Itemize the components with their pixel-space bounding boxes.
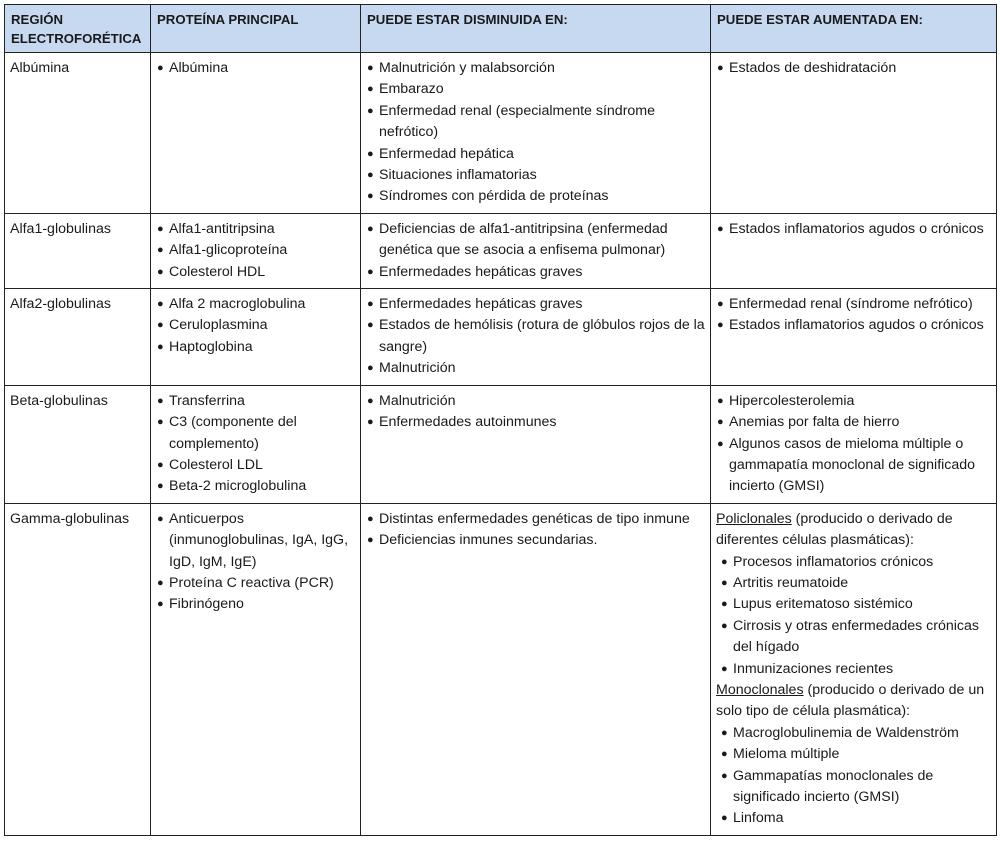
list-item-text: Procesos inflamatorios crónicos [733,553,934,570]
list-item [366,144,706,165]
bullet-icon: ● [157,244,164,257]
list-item-text: Malnutrición [379,360,456,377]
list-item [156,455,356,476]
list-item [716,552,992,573]
header-increased: PUEDE ESTAR AUMENTADA EN: [711,5,997,53]
list-item [716,573,992,594]
bullet-icon: ● [721,662,728,675]
list-item-text: Algunos casos de mieloma múltiple o gammapatía monoclonal de significado incierto (GMSI) [729,435,976,495]
increased-cell [711,53,997,214]
decreased-cell [361,289,711,386]
list-item-text: Alfa1-antitripsina [169,220,275,237]
bullet-icon: ● [367,319,374,332]
protein-list [156,509,356,616]
list-item [366,358,706,379]
list-item [156,262,356,283]
list-item-text: Beta-2 microglobulina [169,478,307,495]
list-item [366,79,706,100]
list-item-text: Embarazo [379,81,444,98]
list-item-text: Cirrosis y otras enfermedades crónicas del hígado [733,617,980,656]
protein-cell [151,503,361,835]
decreased-list [366,219,706,283]
bullet-icon: ● [367,512,374,525]
bullet-icon: ● [367,147,374,160]
list-item-text: Lupus eritematoso sistémico [733,596,913,613]
increased-cell [711,289,997,386]
bullet-icon: ● [367,298,374,311]
region-cell: Alfa1-globulinas [5,213,151,288]
list-item [366,262,706,283]
increased-list [716,58,992,79]
list-item [366,530,706,551]
decreased-cell [361,503,711,835]
bullet-icon: ● [721,748,728,761]
list-item [716,412,992,433]
list-item-text: Albúmina [169,60,229,76]
list-item-text: Estados de deshidratación [729,60,897,76]
bullet-icon: ● [157,458,164,471]
protein-cell [151,53,361,214]
bullet-icon: ● [721,619,728,632]
list-item [716,744,992,765]
list-item-text: Enfermedades autoinmunes [379,414,557,431]
increased-list [716,391,992,498]
list-item [366,219,706,262]
list-item-text: Colesterol LDL [169,456,263,473]
list-item-text: Colesterol HDL [169,263,266,280]
list-item-text: Inmunizaciones recientes [733,660,894,677]
increased-list [716,294,992,337]
bullet-icon: ● [157,222,164,235]
list-item-text: Artritis reumatoide [733,574,849,591]
increased-cell [711,213,997,288]
list-item-text: Haptoglobina [169,338,253,355]
list-item [716,294,992,315]
list-item [716,616,992,659]
list-item-text: Enfermedad renal (síndrome nefrótico) [729,296,973,313]
header-decreased: PUEDE ESTAR DISMINUIDA EN: [361,5,711,53]
decreased-cell [361,53,711,214]
bullet-icon: ● [367,265,374,278]
list-item [366,165,706,186]
group-title: Policlonales [716,510,792,527]
list-item-text: Mieloma múltiple [733,746,840,763]
bullet-icon: ● [157,576,164,589]
list-item-text: Enfermedades hepáticas graves [379,263,583,280]
bullet-icon: ● [367,362,374,375]
list-item [366,509,706,530]
list-item [156,315,356,336]
region-cell: Gamma-globulinas [5,503,151,835]
bullet-icon: ● [367,169,374,182]
bullet-icon: ● [367,394,374,407]
bullet-icon: ● [367,83,374,96]
list-item [156,412,356,455]
bullet-icon: ● [367,222,374,235]
table-row [5,289,997,386]
decreased-list [366,294,706,380]
bullet-icon: ● [721,812,728,825]
list-item [716,723,992,744]
list-item [716,766,992,809]
list-item-text: Transferrina [169,392,245,409]
bullet-icon: ● [157,416,164,429]
list-item [156,337,356,358]
header-row [5,5,997,53]
table-row [5,503,997,835]
increased-group-list [716,723,992,830]
list-item [716,808,992,829]
list-item-text: Deficiencias inmunes secundarias. [379,532,598,549]
group-description: (producido o derivado de diferentes células plasmáticas): [716,510,953,549]
protein-cell [151,213,361,288]
list-item [716,659,992,680]
list-item-text: Enfermedades hepáticas graves [379,296,583,313]
list-item [156,58,356,79]
bullet-icon: ● [157,298,164,311]
increased-group-list [716,552,992,680]
list-item [366,315,706,358]
bullet-icon: ● [157,319,164,332]
bullet-icon: ● [717,319,724,332]
list-item [156,391,356,412]
list-item [366,294,706,315]
table-row [5,53,997,214]
protein-list [156,391,356,498]
bullet-icon: ● [157,480,164,493]
list-item-text: Malnutrición y malabsorción [379,60,555,76]
list-item [716,594,992,615]
list-item-text: Deficiencias de alfa1-antitripsina (enfermedad genética que se asocia a enfisema pulmonar) [379,220,668,259]
list-item [156,573,356,594]
list-item-text: Malnutrición [379,392,456,409]
bullet-icon: ● [367,104,374,117]
bullet-icon: ● [717,416,724,429]
decreased-cell [361,385,711,503]
list-item [716,58,992,79]
list-item-text: Hipercolesterolemia [729,392,855,409]
bullet-icon: ● [157,598,164,611]
list-item [366,58,706,79]
list-item-text: Enfermedad hepática [379,145,514,162]
bullet-icon: ● [367,534,374,547]
bullet-icon: ● [721,555,728,568]
list-item [716,315,992,336]
bullet-icon: ● [717,222,724,235]
table-body [5,53,997,836]
header-region: REGIÓN ELECTROFORÉTICA [5,5,151,53]
list-item [716,391,992,412]
list-item-text: Proteína C reactiva (PCR) [169,574,334,591]
list-item-text: Linfoma [733,810,784,827]
list-item-text: Distintas enfermedades genéticas de tipo inmune [379,510,690,527]
increased-cell [711,385,997,503]
bullet-icon: ● [721,576,728,589]
bullet-icon: ● [157,394,164,407]
list-item-text: C3 (componente del complemento) [169,414,297,452]
decreased-cell [361,213,711,288]
group-title: Monoclonales [716,681,804,698]
bullet-icon: ● [157,265,164,278]
bullet-icon: ● [157,340,164,353]
protein-cell [151,385,361,503]
table-row [5,213,997,288]
protein-list [156,58,356,79]
increased-group-heading [716,680,992,723]
list-item-text: Anemias por falta de hierro [729,414,900,431]
bullet-icon: ● [717,437,724,450]
bullet-icon: ● [717,394,724,407]
list-item-text: Macroglobulinemia de Waldenström [733,724,959,741]
bullet-icon: ● [721,726,728,739]
bullet-icon: ● [157,62,164,74]
list-item-text: Estados inflamatorios agudos o crónicos [729,220,984,237]
header-protein: PROTEÍNA PRINCIPAL [151,5,361,53]
protein-list [156,219,356,283]
region-cell: Albúmina [5,53,151,214]
list-item-text: Estados de hemólisis (rotura de glóbulos rojos de la sangre) [379,317,705,355]
list-item [716,434,992,498]
protein-list [156,294,356,358]
list-item-text: Gammapatías monoclonales de significado incierto (GMSI) [733,767,934,805]
list-item-text: Fibrinógeno [169,596,244,613]
list-item-text: Anticuerpos (inmunoglobulinas, IgA, IgG, IgD, IgM, IgE) [169,510,349,570]
list-item-text: Situaciones inflamatorias [379,167,537,184]
list-item [156,219,356,240]
table-row [5,385,997,503]
list-item [156,594,356,615]
list-item [366,186,706,207]
list-item-text: Estados inflamatorios agudos o crónicos [729,317,984,334]
list-item-text: Enfermedad renal (especialmente síndrome nefrótico) [379,102,656,141]
group-description: (producido o derivado de un solo tipo de célula plasmática): [716,681,985,720]
list-item [366,412,706,433]
list-item [156,240,356,261]
list-item [156,476,356,497]
bullet-icon: ● [367,62,374,74]
bullet-icon: ● [367,416,374,429]
decreased-list [366,509,706,552]
list-item [156,294,356,315]
protein-electrophoresis-table-container [4,4,996,836]
bullet-icon: ● [717,298,724,311]
decreased-list [366,58,706,208]
bullet-icon: ● [721,769,728,782]
bullet-icon: ● [157,512,164,525]
list-item-text: Alfa1-glicoproteína [169,242,288,259]
list-item [716,219,992,240]
region-cell: Beta-globulinas [5,385,151,503]
protein-cell [151,289,361,386]
list-item [366,391,706,412]
list-item-text: Alfa 2 macroglobulina [169,296,306,313]
list-item [156,509,356,573]
region-cell: Alfa2-globulinas [5,289,151,386]
increased-list [716,219,992,240]
increased-group-heading [716,509,992,552]
bullet-icon: ● [367,190,374,203]
list-item-text: Ceruloplasmina [169,317,268,334]
bullet-icon: ● [717,62,724,74]
protein-electrophoresis-table [4,4,997,836]
increased-cell [711,503,997,835]
bullet-icon: ● [721,598,728,611]
list-item-text: Síndromes con pérdida de proteínas [379,188,609,205]
list-item [366,101,706,144]
decreased-list [366,391,706,434]
